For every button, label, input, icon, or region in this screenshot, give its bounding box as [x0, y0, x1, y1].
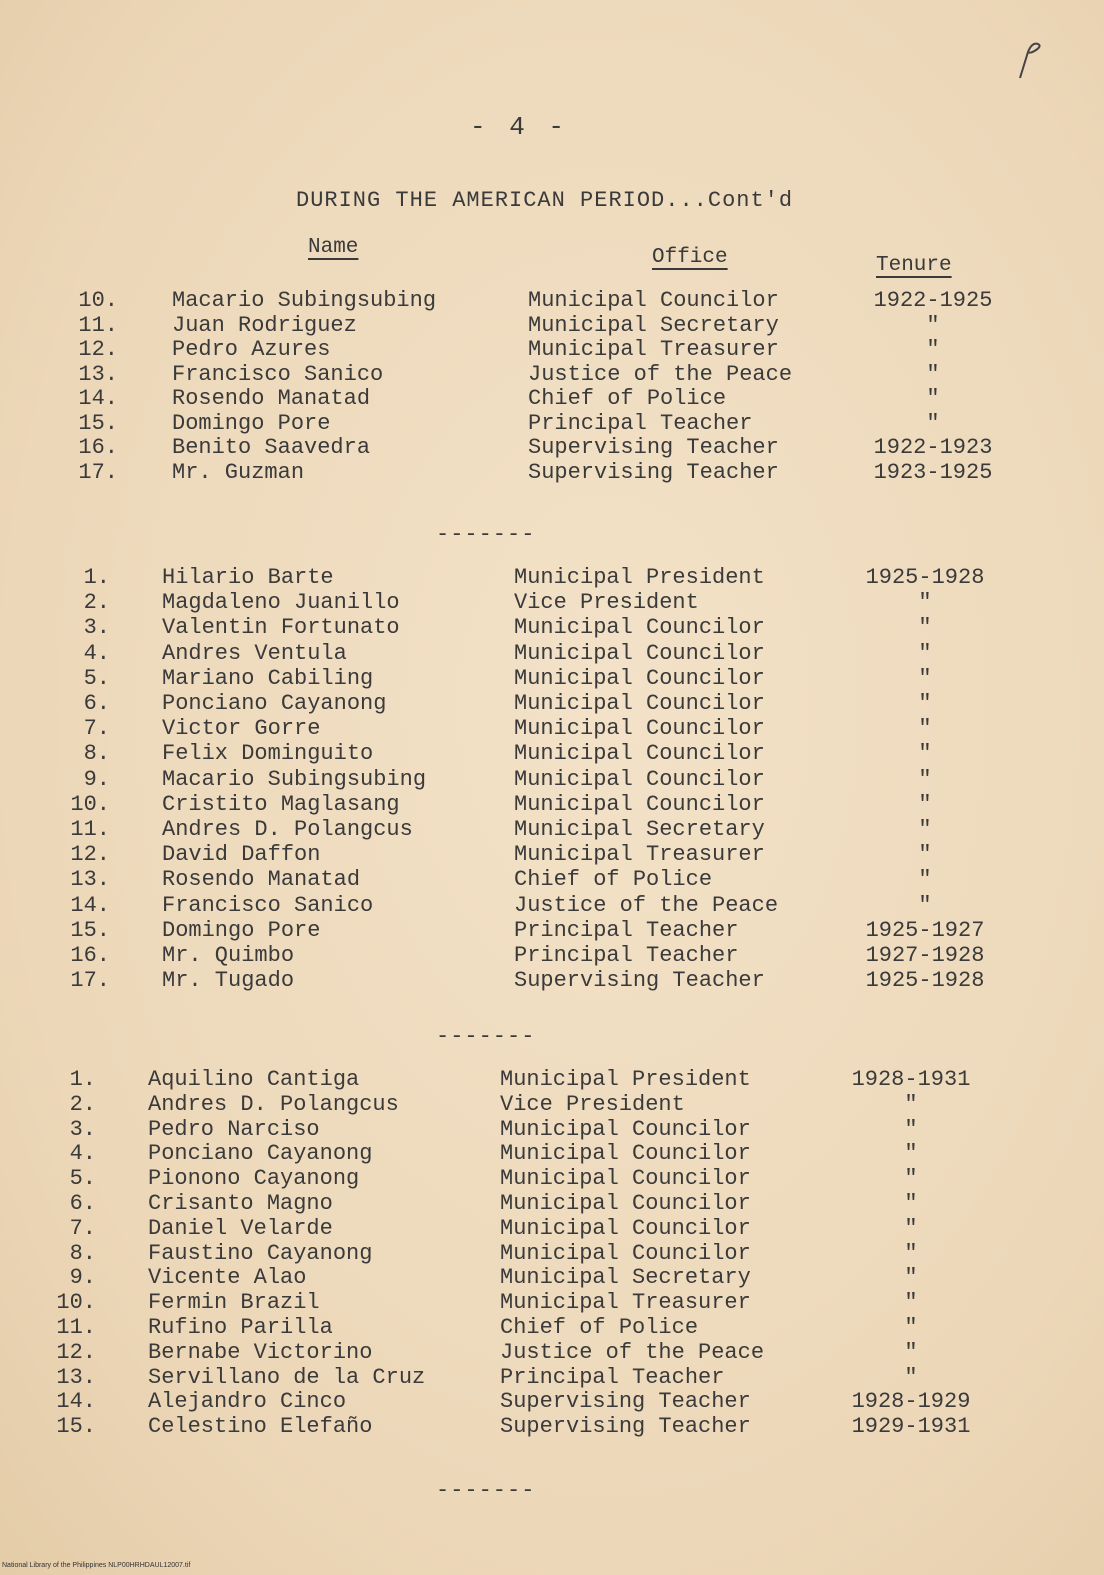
row-number: 8.: [69, 1240, 96, 1266]
official-name: David Daffon: [162, 842, 321, 868]
official-tenure: ": [926, 337, 940, 362]
official-name: Juan Rodriguez: [172, 312, 357, 338]
official-tenure: 1929-1931: [851, 1414, 971, 1440]
table-row: [0, 1414, 1104, 1440]
official-office: Supervising Teacher: [528, 459, 779, 485]
official-tenure: ": [904, 1315, 918, 1340]
official-tenure: ": [926, 410, 940, 436]
column-header-office: Office: [652, 246, 728, 269]
official-name: Domingo Pore: [172, 410, 331, 436]
official-tenure: ": [904, 1240, 918, 1266]
row-number: 11.: [56, 1315, 96, 1340]
row-number: 12.: [70, 842, 110, 868]
table-row: [0, 565, 1104, 591]
column-header-name: Name: [308, 236, 359, 259]
table-row: [0, 691, 1104, 717]
official-office: Municipal President: [500, 1067, 751, 1092]
official-office: Chief of Police: [514, 867, 713, 893]
table-row: [0, 968, 1104, 994]
table-row: [0, 842, 1104, 868]
official-name: Valentin Fortunato: [162, 615, 400, 641]
table-row: [0, 666, 1104, 692]
row-number: 10.: [70, 791, 110, 817]
official-office: Principal Teacher: [500, 1364, 725, 1390]
table-row: [0, 1092, 1104, 1118]
section-separator: -------: [436, 1024, 536, 1049]
official-tenure: ": [918, 615, 932, 641]
official-office: Municipal Councilor: [514, 791, 765, 817]
official-office: Chief of Police: [528, 386, 727, 411]
official-office: Municipal Councilor: [500, 1191, 751, 1216]
official-name: Mr. Tugado: [162, 968, 295, 994]
official-tenure: ": [926, 312, 940, 338]
row-number: 15.: [70, 917, 110, 943]
official-name: Alejandro Cinco: [148, 1389, 347, 1415]
official-name: Mariano Cabiling: [162, 665, 374, 691]
official-office: Supervising Teacher: [514, 968, 765, 994]
official-tenure: ": [904, 1215, 918, 1241]
official-name: Aquilino Cantiga: [148, 1067, 360, 1092]
official-name: Cristito Maglasang: [162, 791, 400, 817]
official-tenure: ": [904, 1116, 918, 1142]
pen-mark-icon: [1014, 38, 1044, 82]
official-tenure: ": [904, 1364, 918, 1390]
official-office: Municipal Councilor: [514, 691, 765, 716]
table-row: [0, 641, 1104, 667]
table-row: [0, 1340, 1104, 1366]
row-number: 2.: [69, 1091, 96, 1117]
official-tenure: 1927-1928: [865, 943, 985, 968]
official-tenure: ": [918, 842, 932, 868]
row-number: 8.: [83, 741, 110, 767]
official-office: Supervising Teacher: [500, 1389, 751, 1415]
official-office: Principal Teacher: [514, 943, 739, 968]
official-tenure: ": [918, 741, 932, 767]
official-tenure: ": [918, 716, 932, 742]
official-tenure: ": [918, 817, 932, 842]
official-name: Domingo Pore: [162, 917, 321, 943]
official-tenure: ": [918, 766, 932, 792]
table-row: [0, 767, 1104, 793]
table-row: [0, 1117, 1104, 1143]
official-office: Justice of the Peace: [514, 892, 779, 918]
official-office: Justice of the Peace: [528, 361, 793, 387]
table-row: [0, 460, 1104, 486]
row-number: 14.: [70, 892, 110, 918]
official-office: Municipal Treasurer: [528, 337, 779, 362]
official-tenure: 1922-1925: [873, 288, 993, 313]
official-name: Crisanto Magno: [148, 1191, 333, 1216]
official-name: Celestino Elefaño: [148, 1414, 373, 1440]
official-name: Macario Subingsubing: [162, 766, 427, 792]
official-tenure: 1925-1927: [865, 917, 985, 943]
official-office: Municipal Councilor: [514, 640, 765, 666]
row-number: 12.: [78, 337, 118, 362]
row-number: 4.: [83, 640, 110, 666]
table-row: [0, 1067, 1104, 1093]
row-number: 15.: [56, 1414, 96, 1440]
official-tenure: 1922-1923: [873, 435, 993, 460]
table-row: [0, 386, 1104, 412]
official-office: Vice President: [514, 590, 699, 616]
official-tenure: ": [918, 791, 932, 817]
row-number: 16.: [78, 435, 118, 460]
row-number: 17.: [78, 459, 118, 485]
table-row: [0, 615, 1104, 641]
row-number: 5.: [83, 665, 110, 691]
row-number: 14.: [56, 1389, 96, 1415]
official-name: Francisco Sanico: [162, 892, 374, 918]
official-name: Pedro Azures: [172, 337, 331, 362]
official-name: Fermin Brazil: [148, 1290, 320, 1316]
official-name: Daniel Velarde: [148, 1215, 333, 1241]
official-office: Municipal Councilor: [500, 1215, 751, 1241]
official-name: Pedro Narciso: [148, 1116, 320, 1142]
official-name: Ponciano Cayanong: [148, 1141, 373, 1167]
official-office: Principal Teacher: [528, 410, 753, 436]
official-office: Justice of the Peace: [500, 1339, 765, 1365]
official-office: Municipal Councilor: [500, 1116, 751, 1142]
official-tenure: ": [918, 867, 932, 893]
official-tenure: ": [918, 590, 932, 616]
row-number: 11.: [70, 817, 110, 842]
table-row: [0, 893, 1104, 919]
table-row: [0, 362, 1104, 388]
official-office: Municipal Treasurer: [500, 1290, 751, 1316]
official-name: Bernabe Victorino: [148, 1339, 373, 1365]
page-number: - 4 -: [470, 112, 569, 142]
table-row: [0, 1365, 1104, 1391]
table-row: [0, 1166, 1104, 1192]
table-row: [0, 867, 1104, 893]
official-tenure: ": [904, 1290, 918, 1316]
official-office: Municipal President: [514, 565, 765, 590]
table-row: [0, 1290, 1104, 1316]
official-name: Vicente Alao: [148, 1265, 307, 1291]
row-number: 13.: [70, 867, 110, 893]
official-name: Magdaleno Juanillo: [162, 590, 400, 616]
official-tenure: 1925-1928: [865, 968, 985, 994]
row-number: 17.: [70, 968, 110, 994]
row-number: 1.: [69, 1067, 96, 1092]
official-office: Municipal Councilor: [500, 1166, 751, 1192]
official-office: Municipal Councilor: [514, 716, 765, 742]
row-number: 1.: [83, 565, 110, 590]
official-name: Macario Subingsubing: [172, 288, 437, 313]
official-tenure: ": [904, 1166, 918, 1192]
official-name: Rosendo Manatad: [162, 867, 361, 893]
row-number: 5.: [69, 1166, 96, 1192]
official-office: Supervising Teacher: [528, 435, 779, 460]
official-tenure: ": [904, 1191, 918, 1216]
official-name: Faustino Cayanong: [148, 1240, 373, 1266]
official-name: Hilario Barte: [162, 565, 334, 590]
official-tenure: ": [904, 1339, 918, 1365]
official-name: Felix Dominguito: [162, 741, 374, 767]
table-row: [0, 792, 1104, 818]
row-number: 10.: [78, 288, 118, 313]
archive-footer: National Library of the Philippines NLP00HRHDAUL12007.tif: [2, 1562, 191, 1569]
official-office: Municipal Councilor: [514, 665, 765, 691]
row-number: 7.: [83, 716, 110, 742]
official-office: Principal Teacher: [514, 917, 739, 943]
official-tenure: ": [918, 892, 932, 918]
table-row: [0, 1389, 1104, 1415]
row-number: 7.: [69, 1215, 96, 1241]
official-office: Municipal Secretary: [528, 312, 779, 338]
table-row: [0, 741, 1104, 767]
row-number: 4.: [69, 1141, 96, 1167]
official-name: Andres D. Polangcus: [162, 817, 413, 842]
official-office: Chief of Police: [500, 1315, 699, 1340]
row-number: 2.: [83, 590, 110, 616]
official-tenure: ": [904, 1141, 918, 1167]
table-row: [0, 1265, 1104, 1291]
row-number: 14.: [78, 386, 118, 411]
table-row: [0, 1141, 1104, 1167]
column-header-tenure: Tenure: [876, 254, 952, 277]
table-row: [0, 817, 1104, 843]
table-row: [0, 918, 1104, 944]
official-office: Municipal Councilor: [500, 1141, 751, 1167]
official-office: Municipal Councilor: [514, 766, 765, 792]
row-number: 16.: [70, 943, 110, 968]
official-name: Mr. Guzman: [172, 459, 305, 485]
table-row: [0, 313, 1104, 339]
official-office: Municipal Secretary: [514, 817, 765, 842]
row-number: 6.: [69, 1191, 96, 1216]
official-tenure: 1928-1929: [851, 1389, 971, 1415]
row-number: 9.: [69, 1265, 96, 1291]
table-row: [0, 288, 1104, 314]
official-tenure: 1928-1931: [851, 1067, 971, 1092]
official-name: Victor Gorre: [162, 716, 321, 742]
table-row: [0, 590, 1104, 616]
official-name: Rufino Parilla: [148, 1315, 333, 1340]
official-tenure: ": [918, 665, 932, 691]
table-row: [0, 435, 1104, 461]
row-number: 11.: [78, 312, 118, 338]
official-tenure: ": [918, 691, 932, 716]
table-row: [0, 716, 1104, 742]
official-tenure: ": [926, 361, 940, 387]
official-name: Francisco Sanico: [172, 361, 384, 387]
official-name: Andres D. Polangcus: [148, 1091, 399, 1117]
table-row: [0, 411, 1104, 437]
official-office: Municipal Councilor: [528, 288, 779, 313]
table-row: [0, 1216, 1104, 1242]
official-office: Municipal Councilor: [514, 615, 765, 641]
row-number: 9.: [83, 766, 110, 792]
row-number: 12.: [56, 1339, 96, 1365]
row-number: 13.: [78, 361, 118, 387]
official-name: Mr. Quimbo: [162, 943, 295, 968]
official-office: Municipal Councilor: [500, 1240, 751, 1266]
official-tenure: ": [926, 386, 940, 411]
official-name: Servillano de la Cruz: [148, 1364, 426, 1390]
table-row: [0, 1191, 1104, 1217]
page-heading: DURING THE AMERICAN PERIOD...Cont'd: [296, 188, 794, 213]
official-name: Andres Ventula: [162, 640, 347, 666]
table-row: [0, 337, 1104, 363]
official-tenure: ": [918, 640, 932, 666]
official-office: Vice President: [500, 1091, 685, 1117]
official-name: Pionono Cayanong: [148, 1166, 360, 1192]
section-separator: -------: [436, 522, 536, 547]
official-office: Municipal Councilor: [514, 741, 765, 767]
official-tenure: 1923-1925: [873, 459, 993, 485]
official-name: Benito Saavedra: [172, 435, 371, 460]
official-tenure: 1925-1928: [865, 565, 985, 590]
official-tenure: ": [904, 1091, 918, 1117]
table-row: [0, 1241, 1104, 1267]
row-number: 6.: [83, 691, 110, 716]
official-name: Rosendo Manatad: [172, 386, 371, 411]
row-number: 3.: [83, 615, 110, 641]
row-number: 13.: [56, 1364, 96, 1390]
official-office: Municipal Treasurer: [514, 842, 765, 868]
official-name: Ponciano Cayanong: [162, 691, 387, 716]
official-office: Supervising Teacher: [500, 1414, 751, 1440]
row-number: 3.: [69, 1116, 96, 1142]
official-office: Municipal Secretary: [500, 1265, 751, 1291]
official-tenure: ": [904, 1265, 918, 1291]
row-number: 10.: [56, 1290, 96, 1316]
table-row: [0, 1315, 1104, 1341]
row-number: 15.: [78, 410, 118, 436]
section-separator: -------: [436, 1478, 536, 1503]
table-row: [0, 943, 1104, 969]
